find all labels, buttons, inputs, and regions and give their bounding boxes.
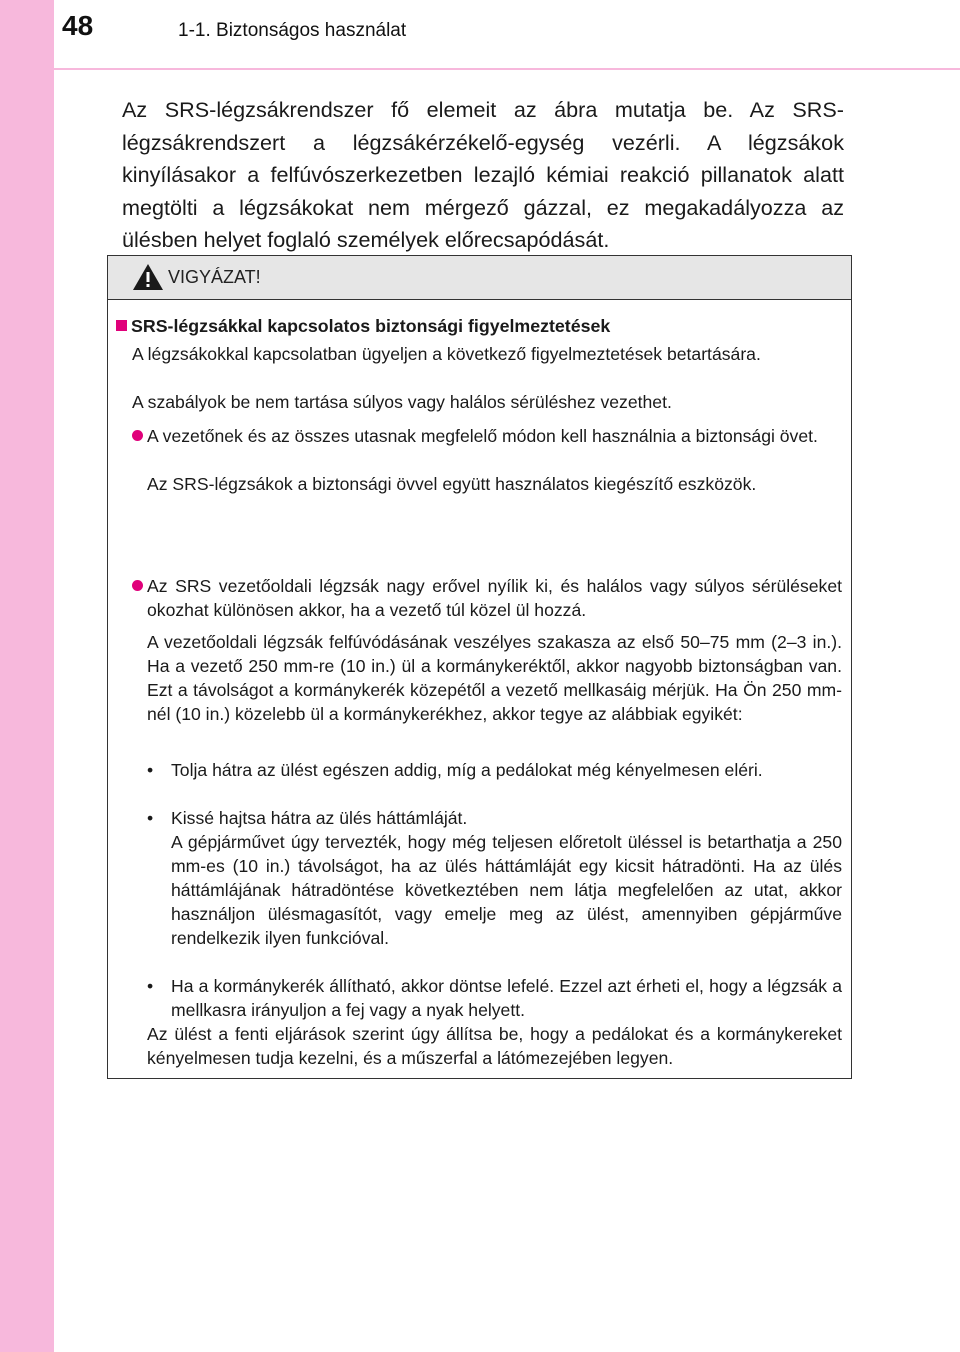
intro-paragraph: Az SRS-légzsákrendszer fő elemeit az ábra mutatja be. Az SRS-légzsákrendszert a légzsákérzékelő-egység vezérli. A légzsákok kinyílásakor a felfúvószerkezetben lezajló kémiai reakció pillanatok alatt megtölti a légzsákokat nem mérgező gázzal, ez megakadályozza az ülésben helyet foglaló személyek előrecsapódását.: [122, 97, 844, 253]
dash-item-3: [147, 974, 842, 1022]
dash-mark: •: [147, 760, 154, 780]
warning-triangle-icon: [132, 263, 164, 291]
bullet-1-line-2: Az SRS-légzsákok a biztonsági övvel együtt használatos kiegészítő eszközök.: [147, 474, 757, 494]
caution-intro-2: A szabályok be nem tartása súlyos vagy halálos sérüléshez vezethet.: [132, 392, 672, 412]
dash-item-1-text: Tolja hátra az ülést egészen addig, míg a pedálokat még kényelmesen eléri.: [171, 760, 763, 780]
caution-box: [107, 255, 852, 1079]
airbag-detail: A vezetőoldali légzsák felfúvódásának veszélyes szakasza az első 50–75 mm (2–3 in.). Ha a vezető 250 mm-re (10 in.) ül a kormánykeréktől, akkor nagyobb biztonságban van. Ezt a távolságot a kormánykerék közepétől a vezető mellkasáig mérjük. Ha Ön 250 mm-nél (10 in.) közelebb ül a kormánykerékhez, akkor tegye az alábbiak egyikét:: [147, 632, 842, 724]
dash-item-2-body: A gépjárművet úgy tervezték, hogy még teljesen előretolt üléssel is betarthatja a 250 mm-es (10 in.) távolságot, ha az ülés háttámláját egy kicsit hátradönti. Ha az ülés háttámlájának hátradöntése következtében nem látja megfelelően az utat, akkor használjon ülésmagasítót, vagy emelje meg az ülést, amennyiben gépjárműve rendelkezik ilyen funkcióval.: [171, 832, 842, 948]
dash-mark: •: [147, 808, 154, 828]
page-number: 48: [62, 10, 94, 41]
dash-mark: •: [147, 976, 154, 996]
caution-label: VIGYÁZAT!: [168, 267, 261, 287]
round-bullet-icon: [132, 580, 143, 591]
dash-item-2-title: Kissé hajtsa hátra az ülés háttámláját.: [171, 808, 468, 828]
square-bullet-icon: [116, 320, 127, 331]
dash-item-3-text: Ha a kormánykerék állítható, akkor döntse lefelé. Ezzel azt érheti el, hogy a légzsák a mellkasra irányuljon a fej vagy a nyak helyett.: [171, 976, 842, 1020]
section-title: 1-1. Biztonságos használat: [178, 20, 407, 41]
bullet-2: Az SRS vezetőoldali légzsák nagy erővel nyílik ki, és halálos vagy súlyos sérüléseket okozhat különösen akkor, ha a vezető túl közel ül hozzá.: [147, 576, 842, 620]
side-bar: [0, 0, 54, 1352]
header-rule: [54, 68, 960, 70]
closing-paragraph: Az ülést a fenti eljárások szerint úgy állítsa be, hogy a pedálokat és a kormánykereket kényelmesen tudja kezelni, és a műszerfal a látómezejében legyen.: [147, 1024, 842, 1068]
dash-item-2: [147, 806, 842, 950]
caution-header: [108, 256, 851, 300]
round-bullet-icon: [132, 430, 143, 441]
bullet-1-line-1: A vezetőnek és az összes utasnak megfelelő módon kell használnia a biztonsági övet.: [147, 426, 818, 446]
caution-subheading: SRS-légzsákkal kapcsolatos biztonsági figyelmeztetések: [131, 316, 611, 336]
dash-item-1: [147, 758, 842, 782]
caution-intro-1: A légzsákokkal kapcsolatban ügyeljen a következő figyelmeztetések betartására.: [132, 344, 761, 364]
